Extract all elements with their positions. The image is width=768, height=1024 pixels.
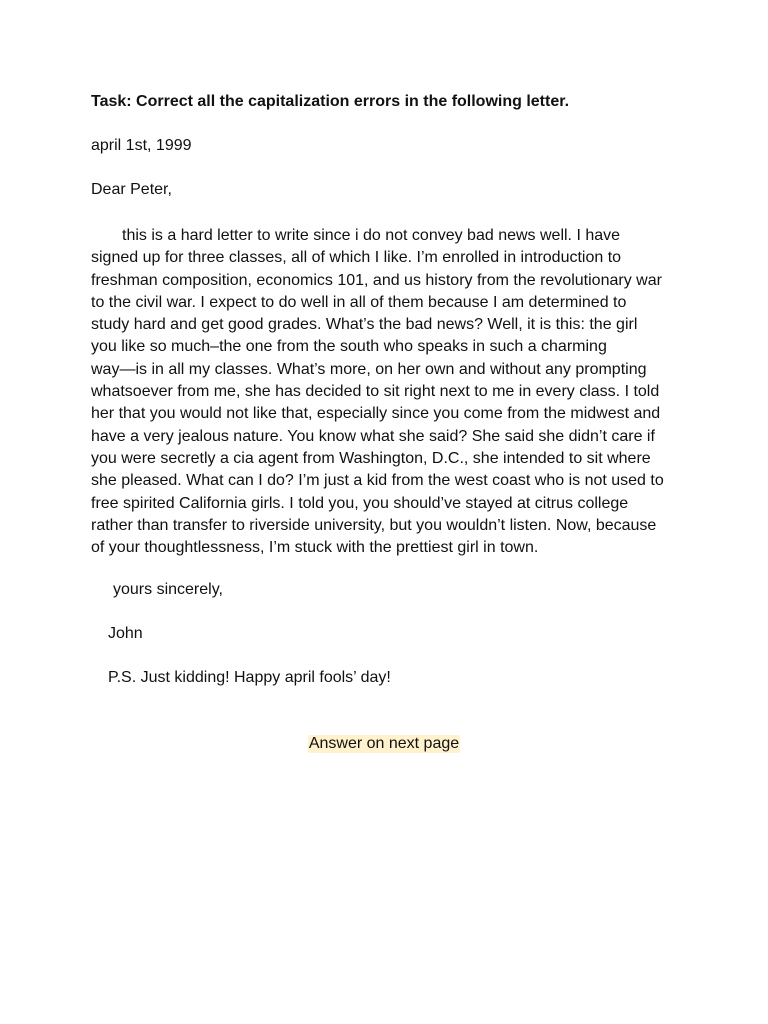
letter-date: april 1st, 1999 xyxy=(91,137,192,154)
body-line: have a very jealous nature. You know what she said? She said she didn’t care if xyxy=(91,427,655,445)
body-line: her that you would not like that, especially since you come from the midwest and xyxy=(91,405,661,423)
body-line: whatsoever from me, she has decided to sit right next to me in every class. I told xyxy=(91,383,660,401)
letter-closing: yours sincerely, xyxy=(113,581,223,598)
body-line: of your thoughtlessness, I’m stuck with the prettiest girl in town. xyxy=(91,539,539,557)
body-line: free spirited California girls. I told you, you should’ve stayed at citrus college xyxy=(91,494,629,512)
body-line: rather than transfer to riverside university, but you wouldn’t listen. Now, because xyxy=(91,516,657,534)
body-line: study hard and get good grades. What’s the bad news? Well, it is this: the girl xyxy=(91,316,638,334)
letter-signature: John xyxy=(108,625,143,642)
answer-note-container xyxy=(0,735,768,753)
task-instruction: Task: Correct all the capitalization errors in the following letter. xyxy=(91,93,570,110)
body-line: you were secretly a cia agent from Washington, D.C., she intended to sit where xyxy=(91,449,651,467)
body-line: to the civil war. I expect to do well in all of them because I am determined to xyxy=(91,293,627,311)
body-line: this is a hard letter to write since i do not convey bad news well. I have xyxy=(122,227,621,244)
body-line: way—is in all my classes. What’s more, on her own and without any prompting xyxy=(91,360,647,378)
body-line: signed up for three classes, all of which I like. I’m enrolled in introduction to xyxy=(91,249,622,267)
body-line: you like so much–the one from the south who speaks in such a charming xyxy=(91,338,607,356)
body-line: freshman composition, economics 101, and us history from the revolutionary war xyxy=(91,271,662,289)
letter-salutation: Dear Peter, xyxy=(91,181,172,198)
letter-body xyxy=(91,225,691,559)
body-line: she pleased. What can I do? I’m just a kid from the west coast who is not used to xyxy=(91,472,664,490)
answer-note: Answer on next page xyxy=(308,735,460,752)
letter-postscript: P.S. Just kidding! Happy april fools’ day! xyxy=(108,669,391,686)
